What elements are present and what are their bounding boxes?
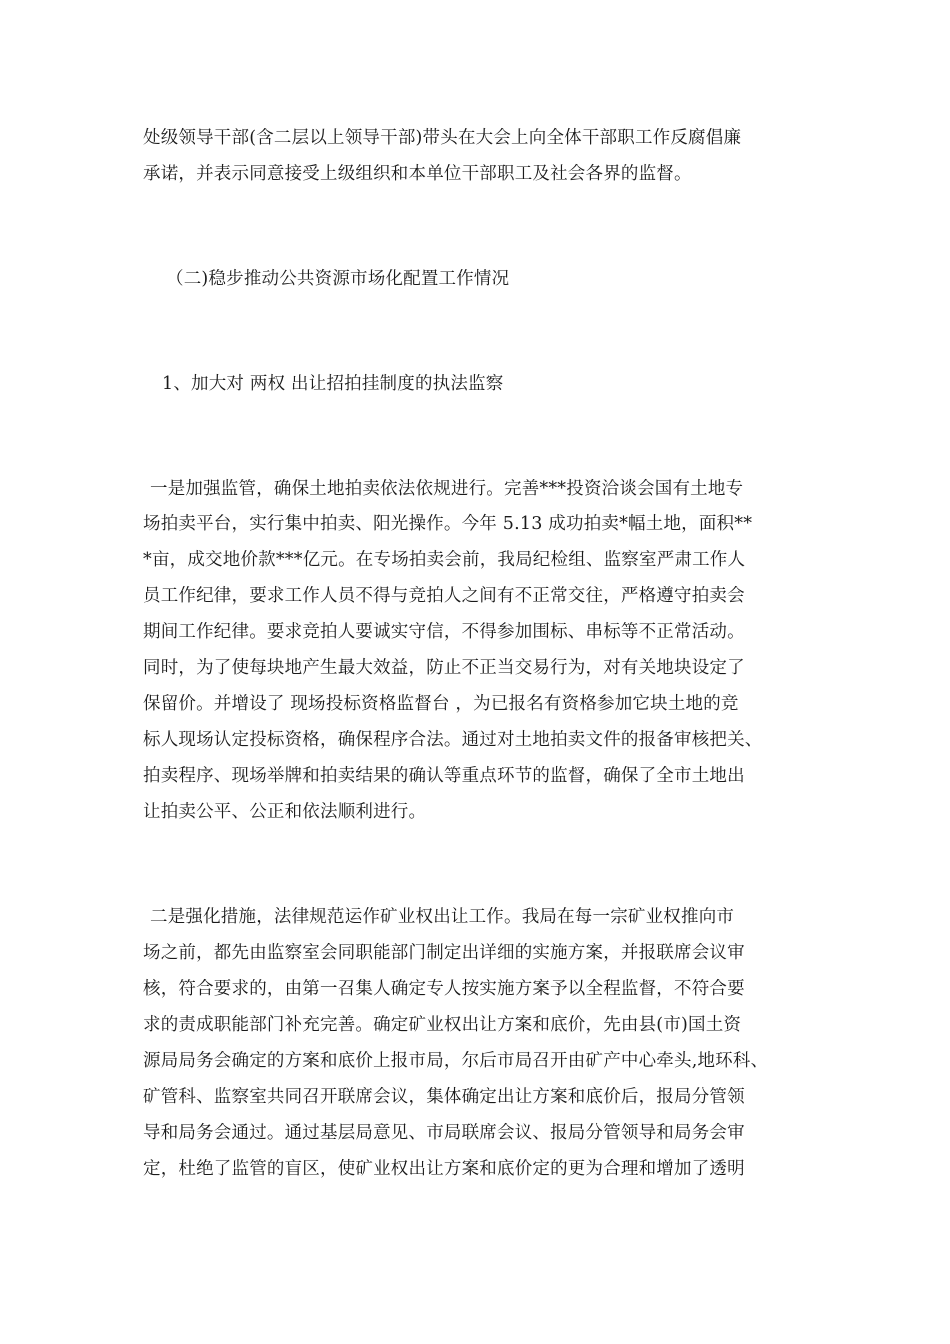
- para1-line-1: 一是加强监管，确保土地拍卖依法依规进行。完善***投资洽谈会国有土地专: [150, 479, 744, 499]
- section-heading: （二)稳步推动公共资源市场化配置工作情况: [166, 269, 510, 289]
- para1-line-6: 同时，为了使每块地产生最大效益，防止不正当交易行为，对有关地块设定了: [143, 658, 745, 678]
- subsection-heading: 1、加大对 两权 出让招拍挂制度的执法监察: [162, 374, 504, 394]
- para1-line-5: 期间工作纪律。要求竞拍人要诚实守信，不得参加围标、串标等不正常活动。: [143, 622, 745, 642]
- para2-line-5: 源局局务会确定的方案和底价上报市局，尔后市局召开由矿产中心牵头,地环科、: [143, 1051, 769, 1071]
- para1-line-3: *亩，成交地价款***亿元。在专场拍卖会前，我局纪检组、监察室严肃工作人: [143, 550, 746, 570]
- para2-line-6: 矿管科、监察室共同召开联席会议，集体确定出让方案和底价后，报局分管领: [143, 1087, 745, 1107]
- para1-line-9: 拍卖程序、现场举牌和拍卖结果的确认等重点环节的监督，确保了全市土地出: [143, 766, 745, 786]
- para2-line-8: 定，杜绝了监管的盲区，使矿业权出让方案和底价定的更为合理和增加了透明: [143, 1159, 745, 1179]
- para1-line-7: 保留价。并增设了 现场投标资格监督台 ，为已报名有资格参加它块土地的竞: [143, 694, 739, 714]
- para1-line-4: 员工作纪律，要求工作人员不得与竞拍人之间有不正常交往，严格遵守拍卖会: [143, 586, 745, 606]
- para2-line-7: 导和局务会通过。通过基层局意见、市局联席会议、报局分管领导和局务会审: [143, 1123, 745, 1143]
- para1-line-2: 场拍卖平台，实行集中拍卖、阳光操作。今年 5.13 成功拍卖*幅土地，面积**: [143, 514, 753, 534]
- intro-line-2: 承诺，并表示同意接受上级组织和本单位干部职工及社会各界的监督。: [143, 164, 692, 184]
- para1-line-8: 标人现场认定投标资格，确保程序合法。通过对土地拍卖文件的报备审核把关、: [143, 730, 763, 750]
- para2-line-4: 求的责成职能部门补充完善。确定矿业权出让方案和底价，先由县(市)国土资: [143, 1015, 742, 1035]
- para1-line-10: 让拍卖公平、公正和依法顺利进行。: [143, 802, 427, 822]
- para2-line-2: 场之前，都先由监察室会同职能部门制定出详细的实施方案，并报联席会议审: [143, 943, 745, 963]
- para2-line-1: 二是强化措施，法律规范运作矿业权出让工作。我局在每一宗矿业权推向市: [150, 907, 735, 927]
- para2-line-3: 核，符合要求的，由第一召集人确定专人按实施方案予以全程监督，不符合要: [143, 979, 745, 999]
- intro-line-1: 处级领导干部(含二层以上领导干部)带头在大会上向全体干部职工作反腐倡廉: [143, 128, 742, 148]
